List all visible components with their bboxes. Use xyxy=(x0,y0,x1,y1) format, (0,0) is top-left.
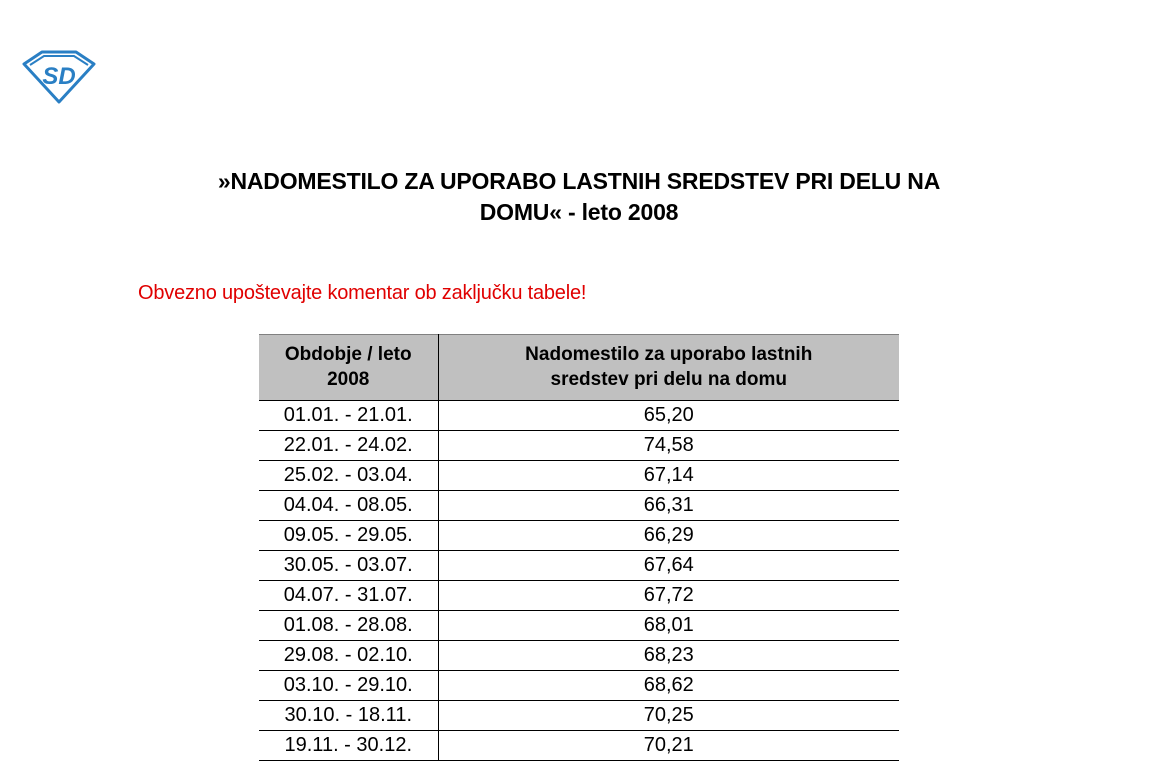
value-cell: 66,31 xyxy=(438,491,899,521)
table-row xyxy=(259,491,899,521)
company-logo xyxy=(22,50,96,104)
table-row xyxy=(259,581,899,611)
table-row xyxy=(259,671,899,701)
period-cell: 04.07. - 31.07. xyxy=(259,581,438,611)
period-cell: 03.10. - 29.10. xyxy=(259,671,438,701)
compensation-table xyxy=(259,334,899,761)
period-cell: 01.08. - 28.08. xyxy=(259,611,438,641)
value-cell: 67,72 xyxy=(438,581,899,611)
document-title xyxy=(100,166,1058,228)
period-cell: 30.05. - 03.07. xyxy=(259,551,438,581)
period-cell: 19.11. - 30.12. xyxy=(259,731,438,761)
period-cell: 22.01. - 24.02. xyxy=(259,431,438,461)
value-cell: 70,21 xyxy=(438,731,899,761)
table-row xyxy=(259,461,899,491)
value-cell: 68,01 xyxy=(438,611,899,641)
table-row xyxy=(259,641,899,671)
notice-text: Obvezno upoštevajte komentar ob zaključku tabele! xyxy=(138,282,587,304)
table-row xyxy=(259,551,899,581)
period-header: Obdobje / leto 2008 xyxy=(259,335,438,401)
value-cell: 65,20 xyxy=(438,401,899,431)
title-line-2: DOMU« - leto 2008 xyxy=(479,199,679,225)
table-row xyxy=(259,431,899,461)
value-cell: 66,29 xyxy=(438,521,899,551)
period-cell: 01.01. - 21.01. xyxy=(259,401,438,431)
period-cell: 04.04. - 08.05. xyxy=(259,491,438,521)
value-cell: 74,58 xyxy=(438,431,899,461)
svg-text:SD: SD xyxy=(42,63,76,90)
table-row xyxy=(259,401,899,431)
value-cell: 68,23 xyxy=(438,641,899,671)
value-cell: 67,64 xyxy=(438,551,899,581)
period-cell: 09.05. - 29.05. xyxy=(259,521,438,551)
value-cell: 67,14 xyxy=(438,461,899,491)
table-header-row xyxy=(259,335,899,401)
title-line-1: »NADOMESTILO ZA UPORABO LASTNIH SREDSTEV PRI DELU NA xyxy=(217,168,941,194)
period-cell: 29.08. - 02.10. xyxy=(259,641,438,671)
period-cell: 25.02. - 03.04. xyxy=(259,461,438,491)
table-row xyxy=(259,611,899,641)
value-cell: 68,62 xyxy=(438,671,899,701)
value-cell: 70,25 xyxy=(438,701,899,731)
table-row xyxy=(259,701,899,731)
period-cell: 30.10. - 18.11. xyxy=(259,701,438,731)
table-row xyxy=(259,731,899,761)
table-row xyxy=(259,521,899,551)
compensation-header: Nadomestilo za uporabo lastnih sredstev pri delu na domu xyxy=(438,335,899,401)
